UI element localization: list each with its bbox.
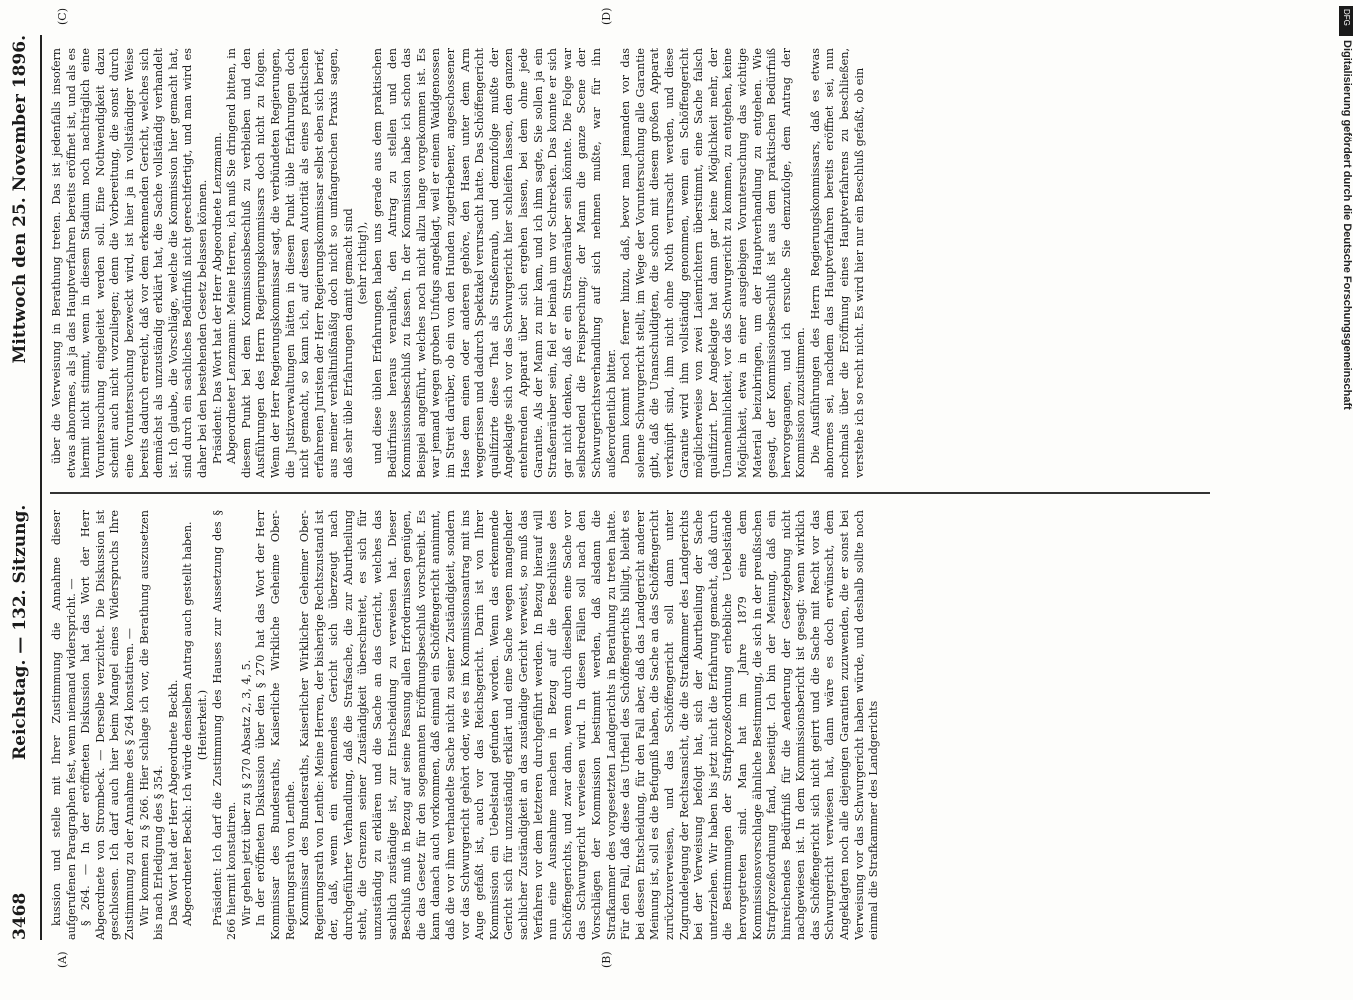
paragraph: Das Wort hat der Herr Abgeordnete Beckh. — [166, 679, 180, 926]
paragraph: (sehr richtig!), — [356, 221, 370, 305]
paragraph: Wir kommen zu § 266. Hier schlage ich vor, die Berathung auszusetzen bis nach Erledigung des § 354. — [137, 510, 166, 940]
dfg-logo — [1339, 6, 1353, 36]
digitization-note — [1339, 40, 1353, 640]
paragraph: über die Verweisung in Berathung treten. Das ist jedenfalls insofern etwas abnormes, als ja das Hauptverfahren bereits eröffnet ist, und als es hiermit nicht stimmt, wenn in diesem Stadium noch nachträglich eine Voruntersuchung eingeleitet werden soll. Eine Nothwendigkeit dazu scheint auch nicht vorzuliegen; denn die Vorbereitung, die sonst durch eine Voruntersuchung bezweckt wird, ist hier ja in vollständiger Weise bereits dadurch erreicht, daß vor dem erkennenden Gericht, welches sich demnächst als unzuständig erklärt hat, die Sache vollständig verhandelt ist. Ich glaube, die Vorschläge, welche die Kommission hier gemacht hat, sind durch ein sachliches Bedürfniß nicht gerechtfertigt, und man wird es daher bei den bestehenden Gesetz belassen können. — [50, 48, 209, 478]
margin-marker-a: (A) — [56, 951, 69, 968]
margin-marker-c: (C) — [56, 8, 69, 25]
paragraph: Wir gehen jetzt über zu § 270 Absatz 2, 3, 4, 5. — [239, 659, 253, 926]
paragraph: und diese üblen Erfahrungen haben uns gerade aus dem praktischen Bedürfnisse heraus veranlaßt, den Antrag zu stellen und den Kommissionsbeschluß zu fassen. In der Kommission habe ich schon das Beispiel angeführt, welches noch nicht allzu lange vorgekommen ist. Es war jemand wegen groben Unfugs angeklagt, weil er einem Waidgenossen im Streit darüber, ob ein von den Hunden zugetriebener, angeschossener Hase dem einen oder anderen gehöre, den Hasen unter dem Arm weggerissen und dadurch Spektakel verursacht hatte. Das Schöffengericht qualifizirte diese That als Straßenraub, und demzufolge mußte der Angeklagte sich vor das Schwurgericht hier schleifen lassen, den ganzen entehrenden Apparat über sich ergehen lassen, bei dem ohne jede Garantie. Als der Mann zu mir kam, und ich ihm sagte, Sie sollen ja ein Straßenräuber sein, fiel er beinah um vor Schrecken. Das konnte er sich gar nicht denken, daß er ein Straßenräuber sein könnte. Die Folge war selbstredend die Freisprechung; der Mann die ganze Scene der Schwurgerichtsverhandlung auf sich nehmen mußte, war für ihn außerordentlich bitter. — [371, 48, 618, 478]
paragraph: § 264. — In der eröffneten Diskussion hat das Wort der Herr Abgeordnete von Strombeck. — Derselbe verzichtet. Die Diskussion ist geschlossen. Ich darf auch hier beim Mangel eines Widerspruchs Ihre Zustimmung zu der Annahme des § 264 konstatiren. — — [79, 510, 136, 940]
paragraph: In der eröffneten Diskussion über den § 270 hat das Wort der Herr Kommissar des Bundesraths, Kaiserliche Wirkliche Geheime Ober-Regierungsrath von Lenthe. — [254, 510, 297, 940]
session-date: Mittwoch den 25. November 1896. — [10, 35, 30, 364]
paragraph: Die Ausführungen des Herrn Regierungskommissars, daß es etwas abnormes sei, nachdem das Hauptverfahren bereits eröffnet sei, nun nochmals über die Eröffnung eines Hauptverfahrens zu beschließen, verstehe ich so recht nicht. Es wird hier nur ein Beschluß gefaßt, ob ein — [808, 48, 866, 478]
paragraph: kussion und stelle mit Ihrer Zustimmung die Annahme dieser aufgerufenen Paragraphen fest, wenn niemand widerspricht. — — [50, 510, 78, 940]
page-content — [0, 7, 1270, 968]
paragraph: Dann kommt noch ferner hinzu, daß, bevor man jemanden vor das solenne Schwurgericht stellt, im Wege der Voruntersuchung alle Garantie gibt, daß die Unanschuldigten, die schon mit diesem großen Apparat verknüpft sind, ihm nicht ohne Noth verursacht werden, und diese Garantie wird ihm vollständig genommen, wenn ein Schöffengericht möglicherweise von zwei Laienrichtern überstimmt, eine Sache falsch qualifizirt. Der Angeklagte hat dann gar keine Möglichkeit mehr, der Unannehmlichkeit, vor das Schwurgericht zu kommen, zu entgehen, keine Möglichkeit, etwa in einer ausgiebigen Voruntersuchung das wichtige Material beizubringen, um der Hauptverhandlung zu entgehen. Wie gesagt, der Kommissionsbeschluß ist aus dem praktischen Bedürfniß hervorgegangen, und ich ersuche Sie demzufolge, dem Antrag der Kommission zuzustimmen. — [619, 48, 808, 478]
digitization-note-text: Digitalisierung gefördert durch die Deutsche Forschungsgemeinschaft — [1341, 40, 1353, 410]
paragraph: (Heiterkeit.) — [195, 689, 209, 761]
paragraph: Präsident: Das Wort hat der Herr Abgeordnete Lenzmann. — [210, 132, 224, 464]
paragraph: Abgeordneter Lenzmann: Meine Herren, ich muß Sie dringend bitten, in diesem Punkt bei dem Kommissionsbeschluß zu verbleiben und den Ausführungen des Herrn Regierungskommissars doch nicht zu folgen. Wenn der Herr Regierungskommissar sagt, die verbündeten Regierungen, die Justizverwaltungen hätten in diesem Punkt üble Erfahrungen doch nicht gemacht, so kann ich, auf dessen Autorität als eines praktischen erfahrenen Juristen der Herr Regierungskommissar selbst eben sich berief, aus meiner verhältnißmäßig doch nicht so umfangreichen Praxis sagen, daß sehr üble Erfahrungen damit gemacht sind — [225, 48, 355, 478]
margin-marker-d: (D) — [600, 7, 613, 25]
paragraph: Präsident: Ich darf die Zustimmung des Hauses zur Aussetzung des § 266 hiermit konstatiren. — [210, 510, 239, 940]
page-header — [0, 35, 42, 940]
column-divider — [50, 492, 1210, 494]
right-column — [50, 48, 1215, 478]
session-title: Reichstag. — 132. Sitzung. — [10, 504, 30, 760]
paragraph: Kommissar des Bundesraths, Kaiserlicher Wirklicher Geheimer Ober-Regierungsrath von Lenthe: Meine Herren, der bisherige Rechtszustand ist der, daß, wenn ein erkennendes Gericht sich überzeugt nach durchgeführter Verhandlung, daß die Strafsache, die zur Aburtheilung steht, die Grenzen seiner Zuständigkeit überschreitet, es sich für unzuständig zu erklären und die Sache an das Gericht, welches das sachlich zuständige ist, zur Entscheidung zu verweisen hat. Dieser Beschluß muß in Bezug auf seine Fassung allen Erfordernissen genügen, die das Gesetz für den sogenannten Eröffnungsbeschluß vorschreibt. Es kann danach auch vorkommen, daß einmal ein Schöffengericht annimmt, daß die vor ihm verhandelte Sache nicht zu seiner Zuständigkeit, sondern vor das Schwurgericht gehört oder, wie es im Kommissionsantrag mit ins Auge gefaßt ist, auch vor das Reichsgericht. Darin ist von Ihrer Kommission ein Uebelstand gefunden worden. Wenn das erkennende Gericht sich für unzuständig erklärt und eine Sache wegen mangelnder sachlicher Zuständigkeit an das zuständige Gericht verweist, so muß das Verfahren vor dem letzteren durchgeführt werden. In Bezug hierauf will nun eine Ausnahme machen in Bezug auf die Beschlüsse des Schöffengerichts, und zwar dann, wenn durch dieselben eine Sache vor das Schwurgericht verwiesen wird. In diesen Fällen soll nach den Vorschlägen der Kommission bestimmt werden, daß alsdann die Strafkammer des vorgesetzten Landgerichts in Berathung zu treten hatte. Für den Fall, daß diese das Urtheil des Schöffengerichts billigt, bleibt es bei dessen Entscheidung, für den Fall aber, daß das Landgericht anderer Meinung ist, soll es die Befugniß haben, die Sache an das Schöffengericht zurückzuverweisen, und das Schöffengericht soll dann unter Zugrundelegung der Rechtsansicht, die die Strafkammer des Landgerichts bei der Verweisung befolgt hat, sich der Aburtheilung der Sache unterziehen. Wir haben bis jetzt nicht die Erfahrung gemacht, daß durch die Bestimmungen der Strafprozeßordnung erhebliche Uebelstände hervorgetreten sind. Man hat im Jahre 1879 eine dem Kommissionsvorschlage ähnliche Bestimmung, die sich in der preußischen Strafprozeßordnung fand, beseitigt. Ich bin der Meinung, daß ein hinreichendes Bedürfniß für die Aenderung der Gesetzgebung nicht nachgewiesen ist. In dem Kommissionsbericht ist gesagt: wenn wirklich das Schöffengericht sich nicht geirrt und die Sache mit Recht vor das Schwurgericht verwiesen hat, dann wäre es doch erwünscht, dem Angeklagten noch alle diejenigen Garantien zuzuwenden, die er sonst bei Verweisung vor das Schwurgericht haben würde, und deshalb sollte noch einmal die Strafkammer des Landgerichts — [298, 510, 881, 940]
dfg-logo-label: DFG — [1342, 9, 1351, 26]
left-column — [50, 510, 1215, 940]
paragraph: Abgeordneter Beckh: Ich würde denselben Antrag auch gestellt haben. — [181, 521, 195, 926]
page-number: 3468 — [10, 892, 30, 940]
margin-marker-b: (B) — [600, 951, 613, 968]
